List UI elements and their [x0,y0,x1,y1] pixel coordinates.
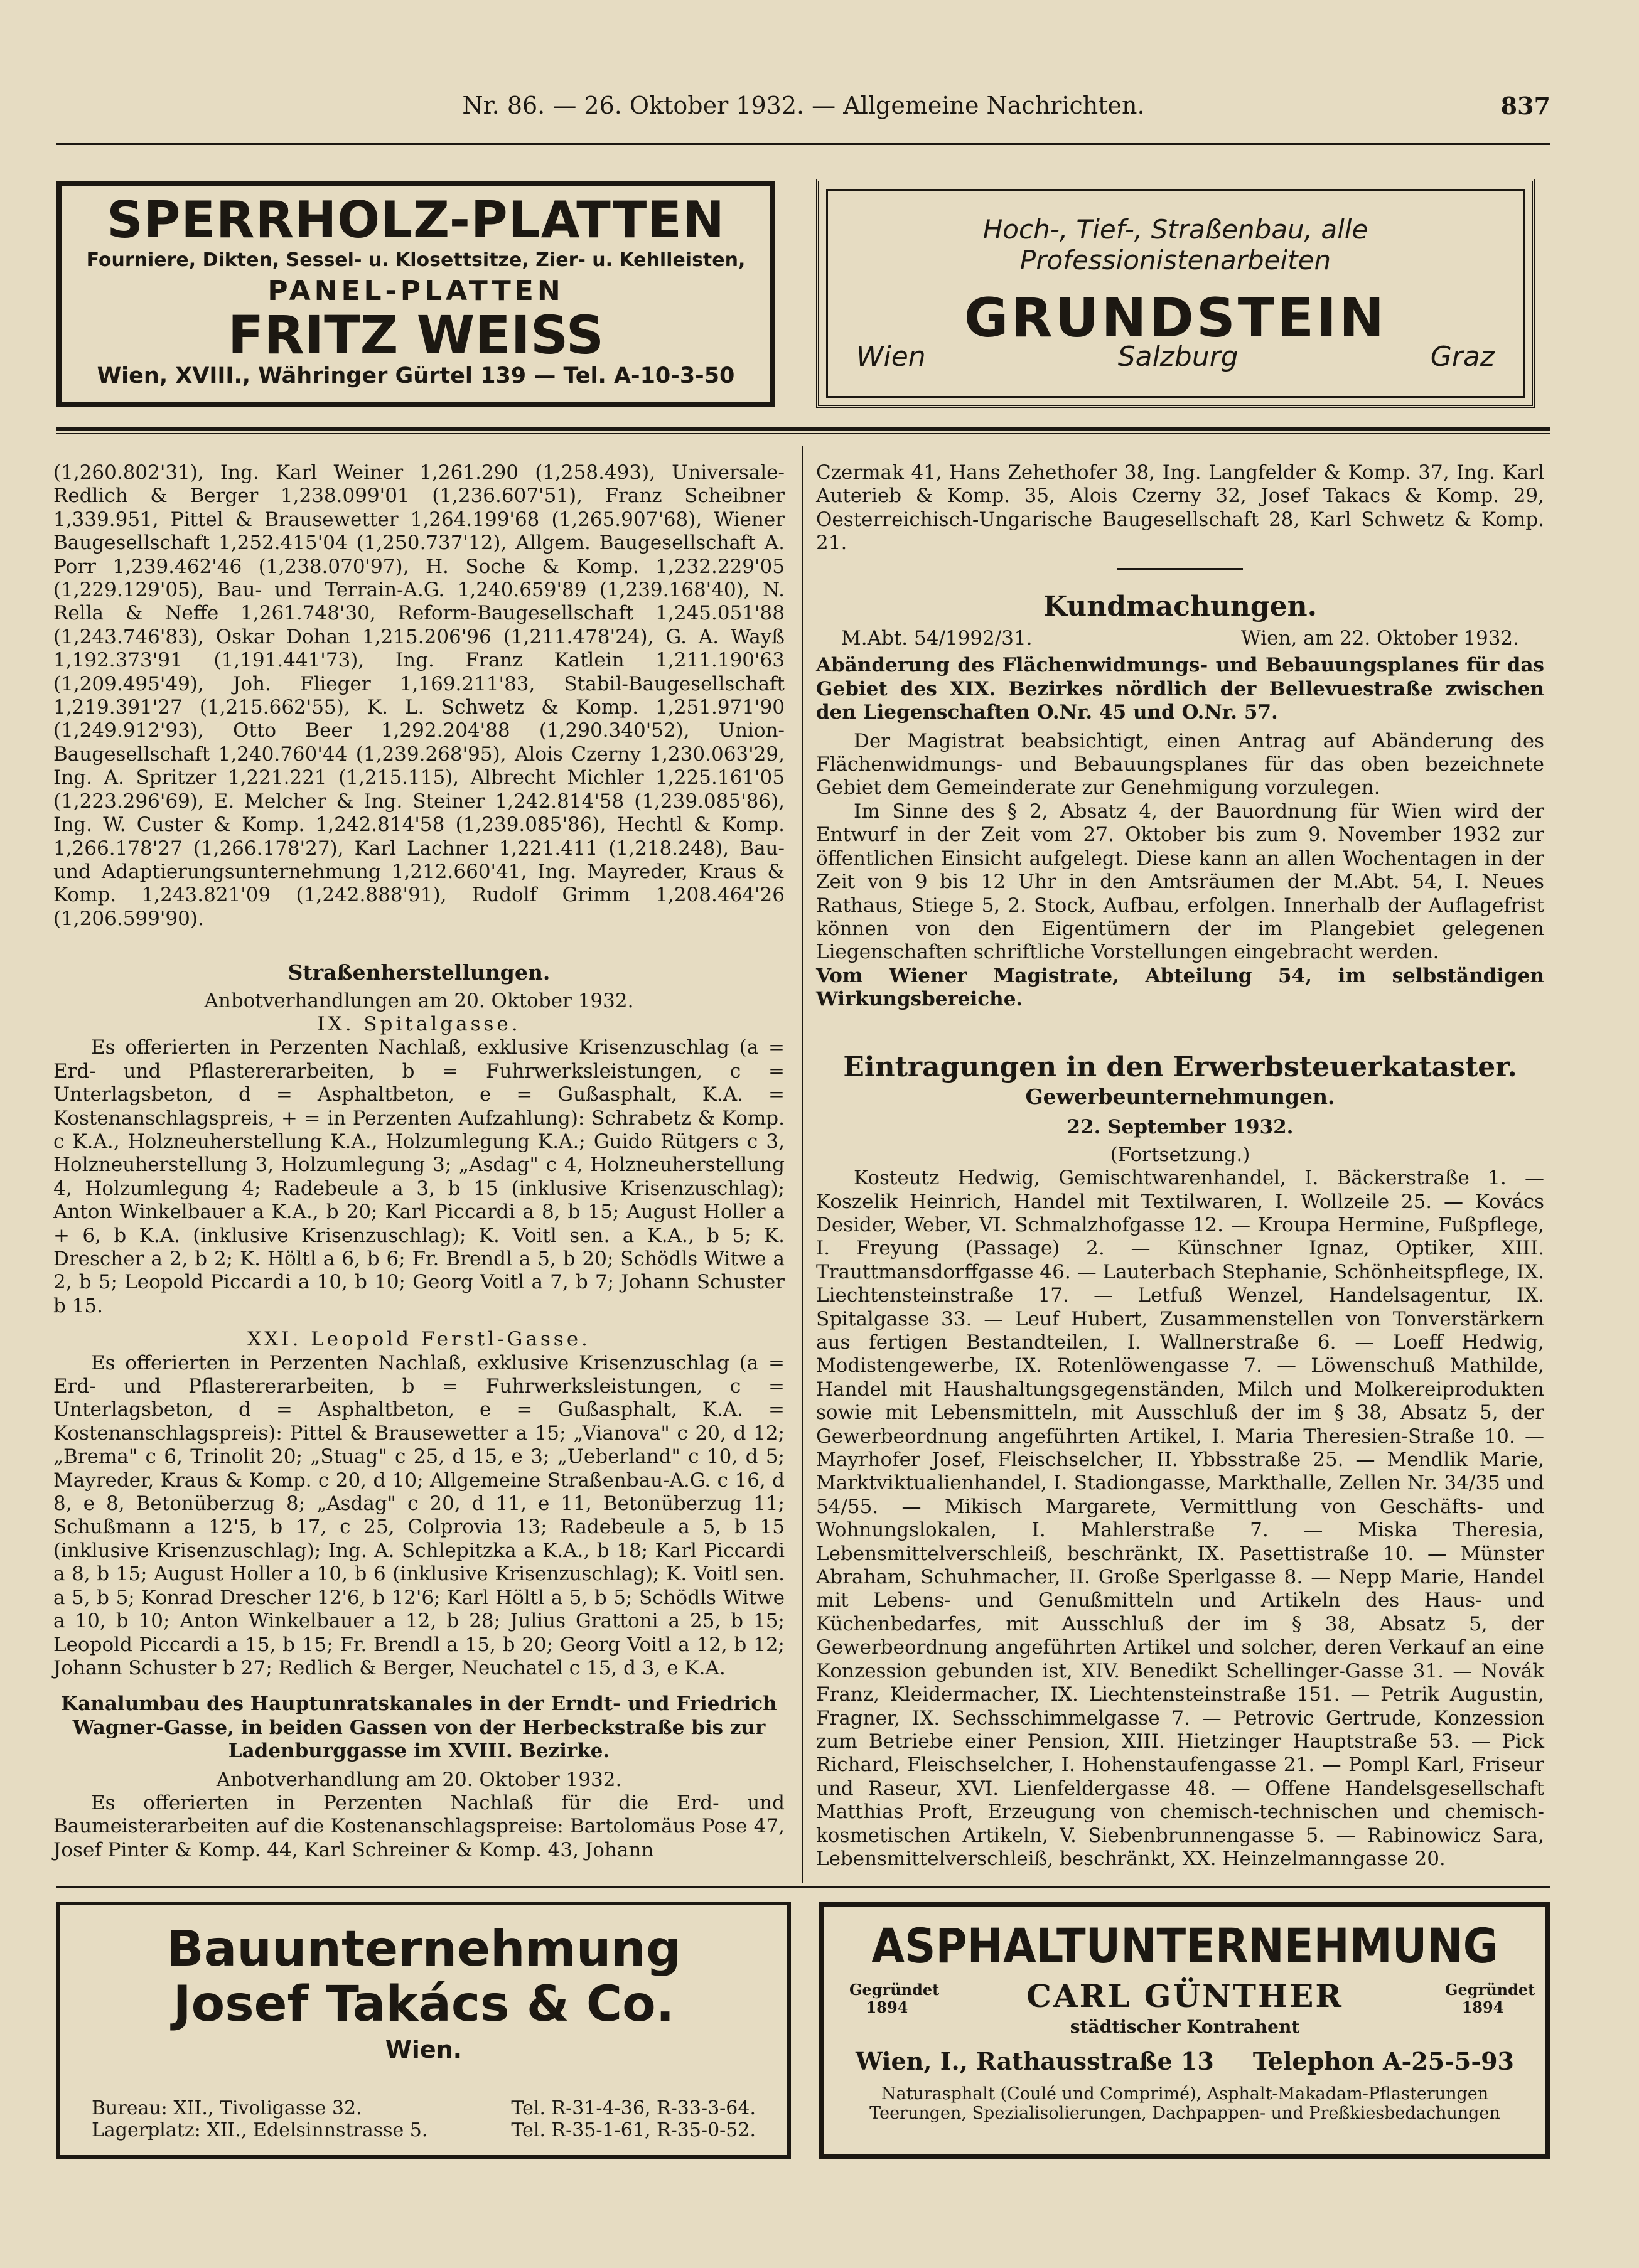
kanalumbau-paragraph: Es offerierten in Perzenten Nachlaß für die Erd- und Baumeisterarbeiten auf die Kostenanschlagspreise: Bartolomäus Pose 47, Josef Pinter & Komp. 44, Karl Schreiner & Komp. 43, Johann [53,1791,785,1861]
heading-strassenherstellungen: Straßenherstellungen. [287,960,551,985]
subhead-spitalgasse: IX. Spitalgasse. [317,1012,521,1035]
bid-results-paragraph: (1,260.802'31), Ing. Karl Weiner 1,261.290 (1,258.493), Universale-Redlich & Berger 1,238.099'01 (1,236.607'51), Franz Scheibner 1,339.951, Pittel & Brausewetter 1,264.199'68 (1,265.907'68), Wiener Baugesellschaft 1,252.415'04 (1,250.737'12), Allgem. Baugesellschaft A. Porr 1,239.462'46 (1,238.070'97), H. Soche & Komp. 1,232.229'05 (1,229.129'05), Bau- und Terrain-A.G. 1,240.659'89 (1,239.168'40), N. Rella & Neffe 1,261.748'30, Reform-Baugesellschaft 1,245.051'88 (1,243.746'83), Oskar Dohan 1,215.206'96 (1,211.478'24), G. A. Wayß 1,192.373'91 (1,191.441'73), Ing. Franz Katlein 1,211.190'63 (1,209.495'49), Joh. Flieger 1,169.211'83, Stabil-Baugesellschaft 1,219.391'27 (1,215.662'55), K. L. Schwetz & Komp. 1,251.971'90 (1,249.912'93), Otto Beer 1,292.204'88 (1,290.340'52), Union-Baugesellschaft 1,240.760'44 (1,239.268'95), Alois Czerny 1,230.063'29, Ing. A. Spritzer 1,221.221 (1,215.115), Albrecht Michler 1,225.161'05 (1,223.296'69), E. Melcher & Ing. Steiner 1,242.814'58 (1,239.085'86), Ing. W. Custer & Komp. 1,242.814'58 (1,239.085'86), Hechtl & Komp. 1,266.178'27 (1,266.178'27), Karl Lachner 1,221.411 (1,218.248), Bau- und Adaptierungsunternehmung 1,212.660'41, Ing. Mayreder, Kraus & Komp. 1,243.821'09 (1,242.888'91), Rudolf Grimm 1,208.464'26 (1,206.599'90). [53,461,785,930]
subhead-anbotverhandlungen: Anbotverhandlungen am 20. Oktober 1932. [204,989,634,1012]
ads-rule-bottom [56,433,1550,434]
ad-grundstein-name: GRUNDSTEIN [964,287,1387,350]
ad-grundstein-cities [856,341,1495,373]
ad-takacs-line2: Josef Takács & Co. [173,1976,675,2033]
bottom-ads-rule [56,1886,1550,1888]
ad-josef-takacs [56,1902,791,2159]
right-column [816,461,1544,1871]
ad-takacs-lager-tel: Tel. R-35-1-61, R-35-0-52. [511,2119,756,2141]
left-column [53,461,785,1862]
subhead-anbotverhandlung: Anbotverhandlung am 20. Oktober 1932. [216,1768,622,1791]
spitalgasse-paragraph: Es offerierten in Perzenten Nachlaß, exklusive Krisenzuschlag (a = Erd- und Pflastererarbeiten, b = Fuhrwerksleistungen, c = Unterlagsbeton, d = Asphaltbeton, e = Gußasphalt, K.A. = Kostenanschlagspreis, + = in Perzenten Aufzahlung): Schrabetz & Komp. c K.A., Holzneuherstellung K.A., Holzumlegung K.A.; Guido Rütgers c 3, Holzneuherstellung 3, Holzumlegung 3; „Asdag" c 4, Holzneuherstellung 4, Holzumlegung 4; Radebeule a 3, b 15 (inklusive Krisenzuschlag); Anton Winkelbauer a K.A., b 20; Karl Piccardi a 8, b 15; August Holler a + 6, b K.A. (inklusive Krisenzuschlag); K. Voitl sen. a K.A., b 5; K. Drescher a 2, b 2; K. Höltl a 6, b 6; Fr. Brendl a 5, b 20; Schödls Witwe a 2, b 5; Leopold Piccardi a 10, b 10; Georg Voitl a 7, b 7; Johann Schuster b 15. [53,1036,785,1317]
city-graz: Graz [1430,341,1495,373]
column-divider [802,446,803,1883]
ad-takacs-city: Wien. [385,2036,463,2063]
notice-ref-line [816,627,1544,650]
ad-guenther-address: Wien, I., Rathausstraße 13 [856,2047,1214,2075]
heading-eintragungen: Eintragungen in den Erwerbsteuerkataster. [843,1051,1517,1083]
ad-guenther-title: ASPHALTUNTERNEHMUNG [871,1918,1498,1974]
ad-weiss-title: SPERRHOLZ-PLATTEN [107,191,725,249]
ads-rule-top [56,427,1550,431]
ad-weiss-name: FRITZ WEISS [227,304,605,366]
bid-results-continued: Czermak 41, Hans Zehethofer 38, Ing. Langfelder & Komp. 37, Ing. Karl Auterieb & Komp. 35, Alois Czerny 32, Josef Takacs & Komp. 29, Oesterreichisch-Ungarische Baugesellschaft 28, Karl Schwetz & Komp. 21. [816,461,1544,555]
ad-takacs-bureau: Bureau: XII., Tivoligasse 32. [92,2097,362,2119]
ad-fritz-weiss [56,181,775,407]
ad-takacs-lagerplatz: Lagerplatz: XII., Edelsinnstrasse 5. [92,2119,428,2141]
heading-gewerbeunternehmungen: Gewerbeunternehmungen. [1025,1084,1335,1109]
city-wien: Wien [856,341,926,373]
ad-guenther-desc2: Teerungen, Spezialisolierungen, Dachpappen- und Preßkiesbedachungen [869,2104,1500,2123]
running-header [56,88,1550,126]
running-title: Nr. 86. — 26. Oktober 1932. — Allgemeine Nachrichten. [462,92,1145,119]
ad-takacs-contacts [92,2097,756,2141]
subhead-date: 22. September 1932. [1067,1116,1294,1139]
subhead-ferstl-gasse: XXI. Leopold Ferstl-Gasse. [247,1328,591,1351]
ad-guenther-desc1: Naturasphalt (Coulé und Comprimé), Asphalt-Makadam-Pflasterungen [881,2084,1489,2104]
ad-grundstein-tagline: Hoch-, Tief-, Straßenbau, alle Professionistenarbeiten [982,214,1368,275]
header-rule [56,143,1550,145]
ad-guenther-name-row [824,1977,1545,2028]
ad-guenther-name: CARL GÜNTHER [1026,1977,1343,2014]
notice-paragraph-1: Der Magistrat beabsichtigt, einen Antrag auf Abänderung des Flächenwidmungs- und Bebauungsplanes für das oben bezeichnete Gebiet dem Gemeinderate zur Genehmigung vorzulegen. [816,729,1544,800]
section-rule [1117,568,1243,570]
notice-signature: Vom Wiener Magistrate, Abteilung 54, im selbständigen Wirkungsbereiche. [816,964,1544,1011]
notice-reference: M.Abt. 54/1992/31. [841,627,1033,650]
ad-guenther-founded-right: Gegründet 1894 [1445,1981,1535,2016]
city-salzburg: Salzburg [1117,341,1239,373]
ferstl-gasse-paragraph: Es offerierten in Perzenten Nachlaß, exklusive Krisenzuschlag (a = Erd- und Pflastererarbeiten, b = Fuhrwerksleistungen, c = Unterlagsbeton, d = Asphaltbeton, e = Gußasphalt, K.A. = Kostenanschlagspreis): Pittel & Brausewetter a 15; „Vianova" c 20, d 12; „Brema" c 6, Trinolit 20; „Stuag" c 25, d 15, e 3; „Ueberland" c 10, d 5; Mayreder, Kraus & Komp. c 20, d 10; Allgemeine Straßenbau-A.G. c 16, d 8, e 8, Betonüberzug 8; „Asdag" c 20, d 11, e 11, Betonüberzug 11; Schußmann a 12'5, b 17, c 25, Colprovia 13; Radebeule a 5, b 15 (inklusive Krisenzuschlag); Ing. A. Schlepitzka a K.A., b 18; Karl Piccardi a 8, b 15; August Holler a 10, b 6 (inklusive Krisenzuschlag); K. Voitl sen. a 5, b 5; Konrad Drescher 12'6, b 12'6; Karl Höltl a 5, b 5; Schödls Witwe a 10, b 10; Anton Winkelbauer a 12, b 28; Julius Grattoni a 25, b 15; Leopold Piccardi a 15, b 15; Fr. Brendl a 15, b 20; Georg Voitl a 12, b 12; Johann Schuster b 27; Redlich & Berger, Neuchatel c 15, d 3, e K.A. [53,1351,785,1679]
heading-kanalumbau: Kanalumbau des Hauptunratskanales in der Erndt- und Friedrich Wagner-Gasse, in beiden Gassen von der Herbeckstraße bis zur Ladenburggasse im XVIII. Bezirke. [61,1693,777,1763]
register-entries-paragraph: Kosteutz Hedwig, Gemischtwarenhandel, I. Bäckerstraße 1. — Koszelik Heinrich, Handel mit Textilwaren, I. Wollzeile 25. — Kovács Desider, Weber, VI. Schmalzhofgasse 12. — Kroupa Hermine, Fußpflege, I. Freyung (Passage) 2. — Künschner Ignaz, Optiker, XIII. Trauttmansdorffgasse 46. — Lauterbach Stephanie, Schönheitspflege, IX. Liechtensteinstraße 17. — Letfuß Wenzel, Handelsagentur, IX. Spitalgasse 33. — Leuf Hubert, Zusammenstellen von Tonverstärkern aus fertigen Bestandteilen, I. Wallnerstraße 6. — Loeff Hedwig, Modistengewerbe, IX. Rotenlöwengasse 7. — Löwenschuß Mathilde, Handel mit Haushaltungsgegenständen, Milch und Molkereiprodukten sowie mit Lebensmitteln, mit Ausschluß der im § 38, Absatz 5, der Gewerbeordnung angeführten Artikel, I. Maria Theresien-Straße 10. — Mayrhofer Josef, Fleischselcher, II. Ybbsstraße 25. — Mendlik Marie, Marktviktualienhandel, I. Stadiongasse, Markthalle, Zellen Nr. 34/35 und 54/55. — Mikisch Margarete, Vermittlung von Geschäfts- und Wohnungslokalen, I. Mahlerstraße 7. — Miska Theresia, Lebensmittelverschleiß, beschränkt, IX. Pasettistraße 10. — Münster Abraham, Schuhmacher, II. Große Sperlgasse 8. — Nepp Marie, Handel mit Lebens- und Genußmitteln und Artikeln des Haus- und Küchenbedarfes, mit Ausschluß der im § 38, Absatz 5, der Gewerbeordnung angeführten Artikel und solcher, deren Verkauf an eine Konzession gebunden ist, XIV. Benedikt Schellinger-Gasse 31. — Novák Franz, Kleidermacher, IX. Liechtensteinstraße 151. — Petrik Augustin, Fragner, IX. Sechsschimmelgasse 7. — Petrovic Gertrude, Konzession zum Betriebe einer Pension, XIII. Hietzinger Hauptstraße 53. — Pick Richard, Fleischselcher, I. Hohenstaufengasse 21. — Pompl Karl, Friseur und Raseur, XVI. Lienfeldergasse 48. — Offene Handelsgesellschaft Matthias Proft, Erzeugung von chemisch-technischen und chemisch-kosmetischen Artikeln, V. Siebenbrunnengasse 5. — Rabinowicz Sara, Lebensmittelverschleiß, beschränkt, XX. Heinzelmanngasse 20. [816,1167,1544,1870]
ad-takacs-bureau-tel: Tel. R-31-4-36, R-33-3-64. [511,2097,756,2119]
heading-abaenderung: Abänderung des Flächenwidmungs- und Bebauungsplanes für das Gebiet des XIX. Bezirkes nördlich der Bellevuestraße zwischen den Liegenschaften O.Nr. 45 und O.Nr. 57. [816,654,1544,724]
heading-kundmachungen: Kundmachungen. [1043,590,1317,623]
ad-takacs-line1: Bauunternehmung [166,1921,681,1977]
notice-paragraph-2: Im Sinne des § 2, Absatz 4, der Bauordnung für Wien wird der Entwurf in der Zeit vom 27. Oktober bis zum 9. November 1932 zur öffentlichen Einsicht aufgelegt. Diese kann an allen Wochentagen in der Zeit von 9 bis 12 Uhr in den Amtsräumen der M.Abt. 54, I. Neues Rathaus, Stiege 5, 2. Stock, Aufbau, erfolgen. Innerhalb der Auflagefrist können von den Eigentümern der im Plangebiet gelegenen Liegenschaften schriftliche Vorstellungen eingebracht werden. [816,800,1544,964]
ad-weiss-line2: PANEL-PLATTEN [267,275,564,307]
ad-weiss-line1: Fourniere, Dikten, Sessel- u. Klosettsitze, Zier- u. Kehlleisten, [86,249,746,271]
ad-weiss-address: Wien, XVIII., Währinger Gürtel 139 — Tel. A-10-3-50 [97,363,735,388]
ad-grundstein [816,179,1535,408]
ad-guenther-phone: Telephon A-25-5-93 [1252,2047,1514,2075]
ad-guenther-contact-row [824,2047,1545,2075]
subhead-fortsetzung: (Fortsetzung.) [1110,1143,1250,1166]
page-number: 837 [1500,92,1550,120]
ad-guenther-founded-left: Gegründet 1894 [849,1981,940,2016]
ad-carl-guenther [819,1902,1550,2159]
ad-guenther-sub: städtischer Kontrahent [1070,2016,1300,2037]
notice-date: Wien, am 22. Oktober 1932. [1240,627,1519,650]
